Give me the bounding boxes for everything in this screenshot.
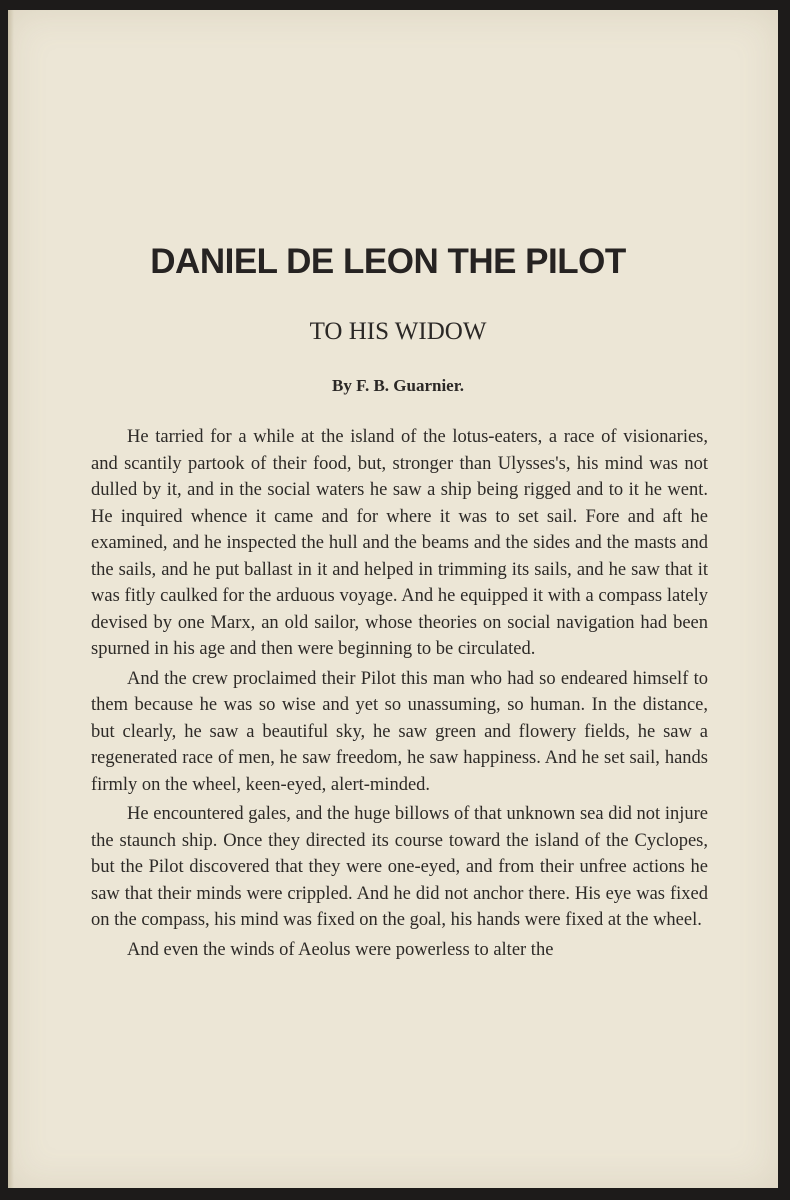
author-byline: By F. B. Guarnier.	[332, 376, 464, 395]
paragraph: And the crew proclaimed their Pilot this man who had so endeared himself to them because he was so wise and yet so unassuming, so human. In the distance, but clearly, he saw a beautiful sky, he saw green and flowery fields, he saw a regenerated race of men, he saw freedom, he saw happiness. And he set sail, hands firmly on the wheel, keen-eyed, alert-minded.	[91, 668, 708, 795]
book-page	[8, 10, 778, 1188]
paragraph: He encountered gales, and the huge billows of that unknown sea did not injure the staunch ship. Once they directed its course toward the island of the Cyclopes, but the Pilot discovered that they were one-eyed, and from their unfree actions he saw that their minds were crippled. And he did not anchor there. His eye was fixed on the compass, his mind was fixed on the goal, his hands were fixed at the wheel.	[91, 804, 708, 930]
article-title: DANIEL DE LEON THE PILOT	[150, 242, 626, 281]
article-subtitle: TO HIS WIDOW	[309, 318, 487, 345]
paragraph: He tarried for a while at the island of the lotus-eaters, a race of visionaries, and scantily partook of their food, but, stronger than Ulysses's, his mind was not dulled by it, and in the social waters he saw a ship being rigged and to it he went. He inquired whence it came and for where it was to set sail. Fore and aft he examined, and he inspected the hull and the beams and the sides and the masts and the sails, and he put ballast in it and helped in trimming its sails, and he saw that it was fitly caulked for the arduous voyage. And he equipped it with a compass lately devised by one Marx, an old sailor, whose theories on social navigation had been spurned in his age and then were beginning to be circulated.	[91, 427, 708, 659]
paragraph: And even the winds of Aeolus were powerless to alter the	[127, 939, 554, 960]
article-body	[91, 424, 708, 966]
